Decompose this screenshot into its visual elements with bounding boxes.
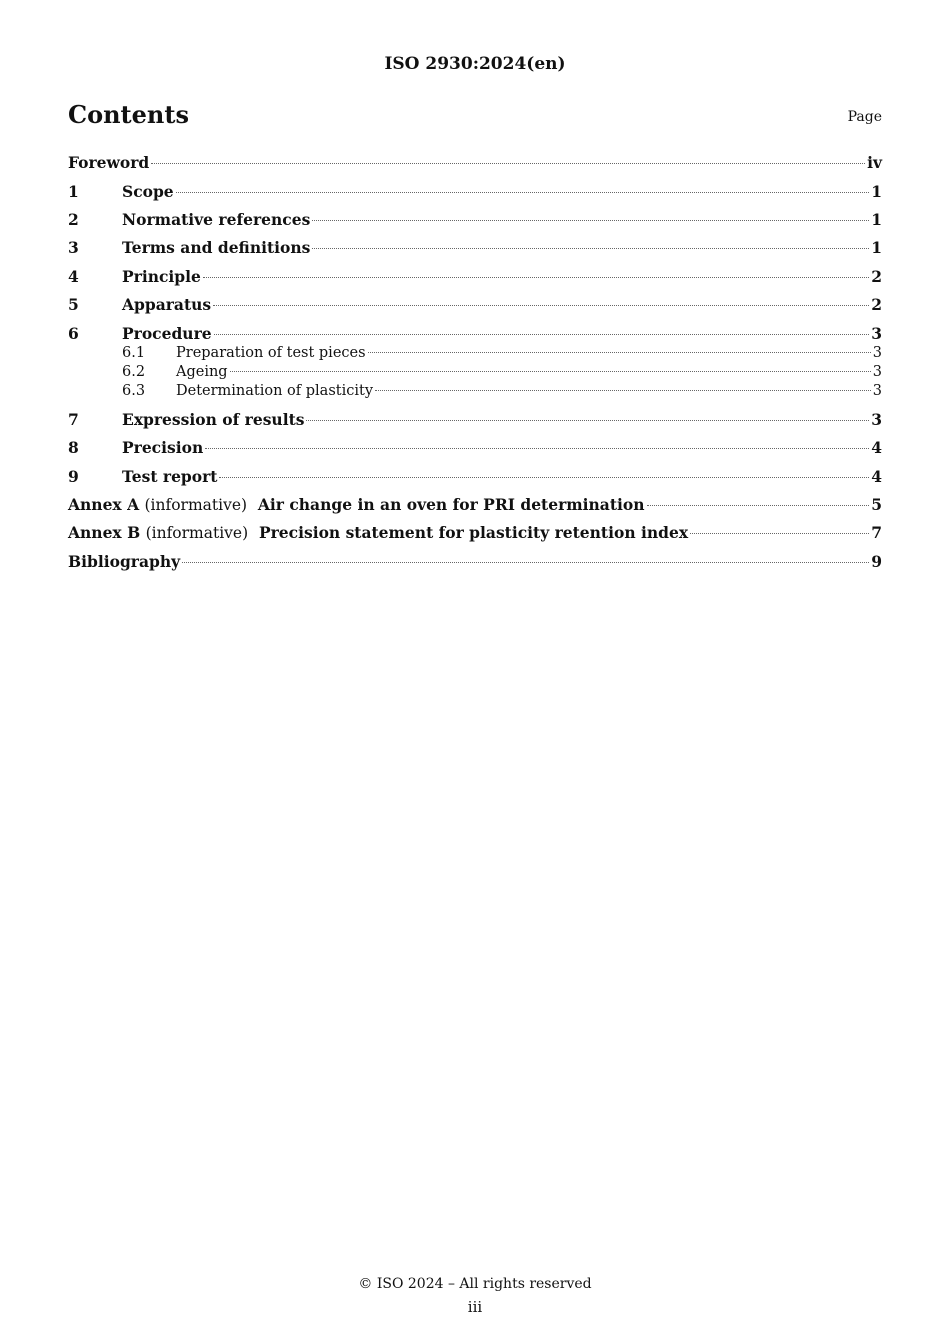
toc-entry-8[interactable] — [68, 438, 882, 460]
toc-page: 2 — [871, 295, 882, 314]
annex-title: Air change in an oven for PRI determination — [257, 495, 645, 514]
toc-page: 3 — [871, 410, 882, 429]
toc-page: 3 — [871, 324, 882, 343]
toc-number: 4 — [68, 267, 79, 286]
dot-leader — [690, 533, 869, 534]
toc-entry-6-2[interactable] — [68, 364, 882, 383]
toc-entry-6-1[interactable] — [68, 345, 882, 364]
toc-entry-9[interactable] — [68, 467, 882, 489]
contents-heading-row — [68, 100, 882, 134]
document-id: ISO 2930:2024(en) — [384, 54, 566, 74]
dot-leader — [205, 448, 869, 449]
toc-page: iv — [867, 153, 882, 172]
dot-leader — [176, 192, 870, 193]
toc-entry-1[interactable] — [68, 182, 882, 204]
toc-number: 5 — [68, 295, 79, 314]
toc-label: Principle — [122, 267, 201, 286]
annex-id: Annex B — [68, 523, 141, 542]
annex-type: (informative) — [144, 496, 248, 514]
toc-label: Procedure — [122, 324, 212, 343]
toc-entry-bibliography[interactable] — [68, 552, 882, 574]
toc-label: Foreword — [68, 153, 150, 172]
toc-page: 1 — [871, 182, 882, 201]
annex-title: Precision statement for plasticity retention index — [258, 523, 689, 542]
toc-entry-6[interactable] — [68, 324, 882, 346]
toc-number: 6.2 — [122, 364, 146, 380]
toc-entry-5[interactable] — [68, 295, 882, 317]
dot-leader — [203, 277, 869, 278]
toc-page: 4 — [871, 438, 882, 457]
toc-number: 1 — [68, 182, 79, 201]
dot-leader — [214, 334, 870, 335]
toc-label: Ageing — [176, 364, 228, 380]
page-column-label: Page — [847, 109, 882, 125]
annex-id: Annex A — [68, 495, 140, 514]
toc-entry-foreword[interactable] — [68, 153, 882, 175]
toc-label — [68, 523, 688, 542]
dot-leader — [647, 505, 870, 506]
toc-label — [68, 495, 645, 514]
dot-leader — [368, 352, 871, 353]
toc-label: Determination of plasticity — [176, 383, 374, 399]
toc-label: Precision — [122, 438, 204, 457]
toc-entry-4[interactable] — [68, 267, 882, 289]
toc-entry-3[interactable] — [68, 238, 882, 260]
toc-number: 6.1 — [122, 345, 146, 361]
toc-page: 1 — [871, 210, 882, 229]
toc-label: Test report — [122, 467, 218, 486]
toc-label: Apparatus — [122, 295, 212, 314]
toc-page: 3 — [872, 364, 882, 380]
dot-leader — [219, 477, 869, 478]
toc-number: 2 — [68, 210, 79, 229]
toc-label: Terms and definitions — [122, 238, 311, 257]
toc-page: 1 — [871, 238, 882, 257]
toc-entry-annex-b[interactable] — [68, 523, 882, 545]
toc-number: 9 — [68, 467, 79, 486]
dot-leader — [312, 248, 869, 249]
toc-entry-6-3[interactable] — [68, 383, 882, 402]
toc-page: 3 — [872, 345, 882, 361]
toc-number: 6 — [68, 324, 79, 343]
copyright-notice: © ISO 2024 – All rights reserved — [358, 1276, 592, 1292]
annex-type: (informative) — [145, 524, 249, 542]
toc-page: 3 — [872, 383, 882, 399]
toc-number: 7 — [68, 410, 79, 429]
toc-number: 8 — [68, 438, 79, 457]
toc-page: 4 — [871, 467, 882, 486]
dot-leader — [306, 420, 869, 421]
toc-page: 7 — [871, 523, 882, 542]
toc-label: Bibliography — [68, 552, 181, 571]
toc-label: Normative references — [122, 210, 311, 229]
toc-label: Preparation of test pieces — [176, 345, 366, 361]
toc-entry-7[interactable] — [68, 410, 882, 432]
toc-entry-annex-a[interactable] — [68, 495, 882, 517]
dot-leader — [312, 220, 869, 221]
dot-leader — [375, 390, 871, 391]
toc-entry-2[interactable] — [68, 210, 882, 232]
toc-number: 3 — [68, 238, 79, 257]
dot-leader — [230, 371, 871, 372]
page-number: iii — [467, 1298, 483, 1316]
toc-label: Expression of results — [122, 410, 305, 429]
toc-label: Scope — [122, 182, 174, 201]
toc-page: 2 — [871, 267, 882, 286]
dot-leader — [182, 562, 869, 563]
dot-leader — [151, 163, 865, 164]
toc-number: 6.3 — [122, 383, 146, 399]
contents-title: Contents — [68, 100, 189, 129]
toc-page: 9 — [871, 552, 882, 571]
toc-page: 5 — [871, 495, 882, 514]
dot-leader — [213, 305, 869, 306]
